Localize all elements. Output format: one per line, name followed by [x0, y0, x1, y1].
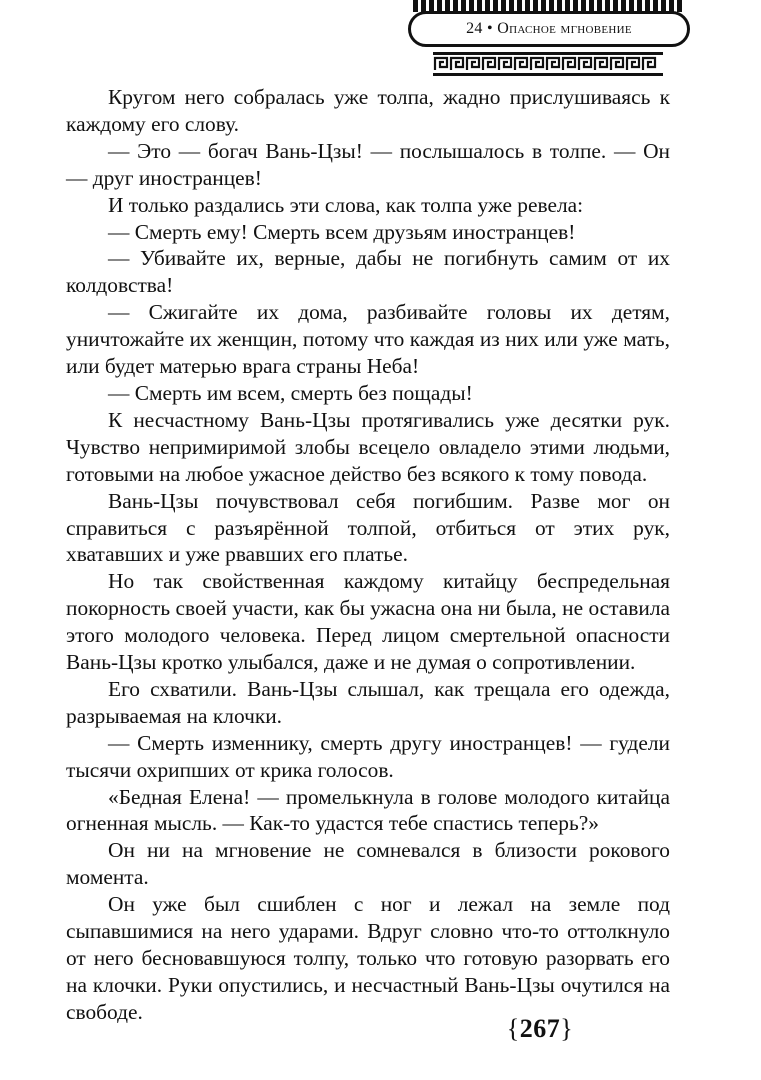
paragraph: «Бедная Елена! — промелькнула в голове молодого китайца огненная мысль. — Как-то удастся тебе спастись теперь?»	[66, 784, 670, 836]
running-header-text	[466, 20, 632, 38]
paragraph: — Смерть им всем, смерть без пощады!	[108, 380, 473, 405]
chapter-number: 24	[466, 20, 483, 37]
paragraph: Его схватили. Вань-Цзы слышал, как трещала его одежда, разрываемая на клочки.	[66, 676, 670, 728]
chapter-title: Опасное мгновение	[497, 20, 632, 37]
header-separator: •	[487, 20, 493, 37]
paragraph: Вань-Цзы почувствовал себя погибшим. Разве мог он справиться с разъярённой толпой, отбиться от этих рук, хватавших и уже рвавших его платье.	[66, 488, 670, 567]
paragraph: — Сжигайте их дома, разбивайте головы их детям, уничтожайте их женщин, потому что каждая из них или уже мать, или будет матерью врага страны Неба!	[66, 300, 670, 379]
paragraph: Но так свойственная каждому китайцу беспредельная покорность своей участи, как бы ужасна она ни была, не оставила этого молодого человека. Перед лицом смертельной опасности Вань-Цзы кротко улыбался, даже и не думая о сопротивлении.	[66, 569, 670, 675]
paragraph: — Убивайте их, верные, дабы не погибнуть самим от их колдовства!	[66, 246, 670, 298]
paragraph: Он уже был сшиблен с ног и лежал на земле под сыпавшимися на него ударами. Вдруг словно что-то оттолкнуло от него бесновавшуюся толпу, только что готовую разорвать его на клочки. Руки опустились, и несчастный Вань-Цзы очутился на свободе.	[66, 892, 670, 1024]
running-header	[408, 11, 690, 47]
paragraph: — Смерть ему! Смерть всем друзьям иностранцев!	[108, 219, 576, 244]
paragraph: И только раздались эти слова, как толпа уже ревела:	[108, 192, 584, 217]
page-number-value: 267	[519, 1014, 561, 1043]
paragraph: — Это — богач Вань-Цзы! — послышалось в толпе. — Он — друг иностранцев!	[66, 138, 670, 190]
body-text	[66, 84, 670, 1026]
paragraph: К несчастному Вань-Цзы протягивались уже десятки рук. Чувство непримиримой злобы всецело овладело этими людьми, готовыми на любое ужасное действо без всякого к тому повода.	[66, 407, 670, 486]
paragraph: Кругом него собралась уже толпа, жадно прислушиваясь к каждому его слову.	[66, 85, 670, 136]
header-ornament-meander	[433, 52, 663, 76]
page-number-brace-open: {	[506, 1014, 520, 1043]
paragraph: — Смерть изменнику, смерть другу иностранцев! — гудели тысячи охрипших от крика голосов.	[66, 730, 670, 782]
page-number	[490, 1014, 590, 1044]
paragraph: Он ни на мгновение не сомневался в близости рокового момента.	[66, 838, 670, 890]
page-number-brace-close: }	[560, 1014, 574, 1043]
